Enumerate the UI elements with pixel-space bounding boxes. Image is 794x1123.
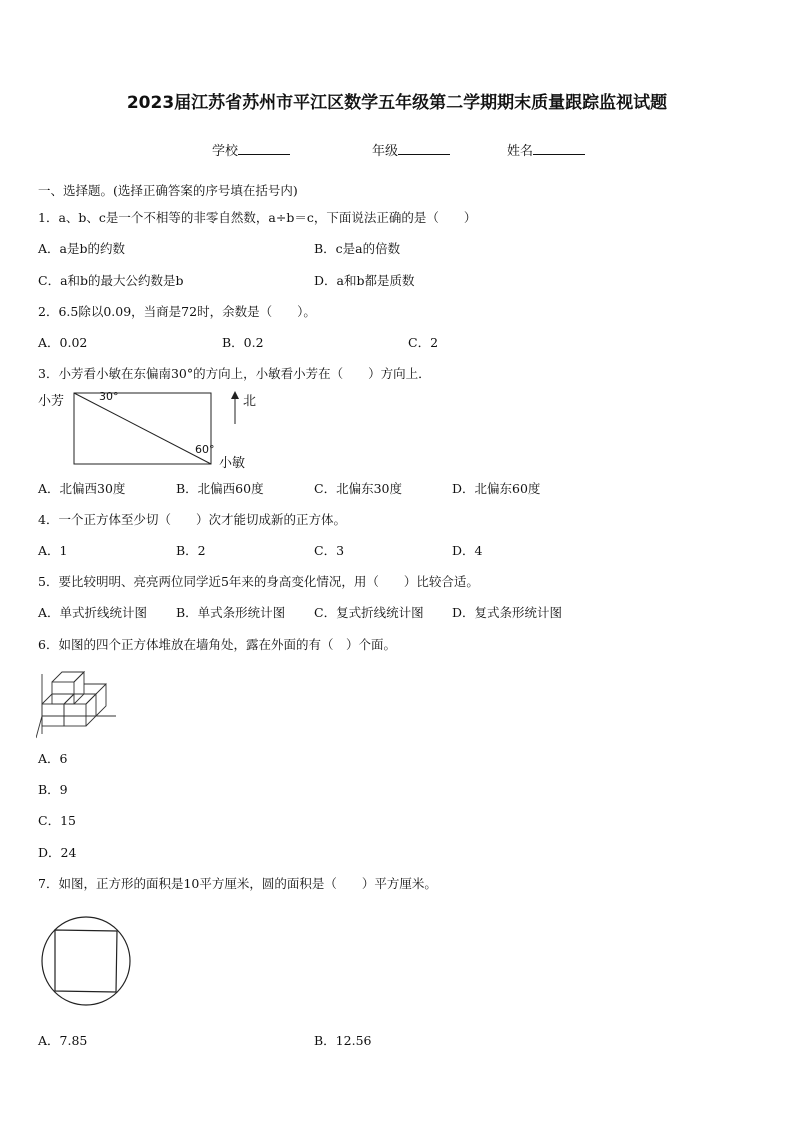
q1-option-d: D．a和b都是质数 — [314, 273, 415, 288]
q4-option-a: A．1 — [38, 543, 68, 558]
label-north: 北 — [243, 394, 257, 409]
cube-back — [96, 684, 106, 716]
q7-option-b: B．12.56 — [314, 1033, 372, 1048]
q3-stem: 3．小芳看小敏在东偏南30°的方向上，小敏看小芳在（ ）方向上． — [38, 366, 431, 381]
q1-option-b: B．c是a的倍数 — [314, 241, 401, 256]
q7-option-a: A．7.85 — [38, 1033, 88, 1048]
name-blank — [533, 142, 585, 155]
grade-field — [372, 140, 450, 159]
q6-option-b: B．9 — [38, 782, 68, 797]
school-label: 学校 — [212, 144, 239, 159]
q6-option-a: A．6 — [38, 751, 68, 766]
cube-top — [52, 682, 74, 704]
q1-stem: 1．a、b、c是一个不相等的非零自然数，a÷b＝c，下面说法正确的是（ ） — [38, 210, 477, 225]
q3-diagonal — [74, 393, 211, 464]
school-field — [212, 140, 290, 159]
q5-option-c: C．复式折线统计图 — [314, 605, 424, 620]
q5-stem: 5．要比较明明、亮亮两位同学近5年来的身高变化情况，用（ ）比较合适。 — [38, 574, 479, 589]
name-label: 姓名 — [507, 144, 534, 159]
cube-bottom-middle-side — [86, 694, 96, 726]
q3-option-b: B．北偏西60度 — [176, 481, 264, 496]
north-arrow-head — [231, 391, 239, 399]
q7-stem: 7．如图，正方形的面积是10平方厘米，圆的面积是（ ）平方厘米。 — [38, 876, 437, 891]
q2-option-b: B．0.2 — [222, 335, 264, 350]
q4-option-d: D．4 — [452, 543, 483, 558]
q1-option-c: C．a和b的最大公约数是b — [38, 273, 184, 288]
school-blank — [238, 142, 290, 155]
q4-option-c: C．3 — [314, 543, 345, 558]
q6-option-d: D．24 — [38, 845, 77, 860]
q4-option-b: B．2 — [176, 543, 206, 558]
q7-square — [55, 930, 117, 992]
label-xiaomin: 小敏 — [219, 456, 246, 471]
q7-circle-square-figure — [40, 915, 132, 1007]
section-heading: 一、选择题。(选择正确答案的序号填在括号内) — [38, 183, 298, 198]
q6-cubes-figure — [36, 664, 120, 740]
grade-blank — [398, 142, 450, 155]
page-title: 2023届江苏省苏州市平江区数学五年级第二学期期末质量跟踪监视试题 — [126, 93, 668, 113]
q3-option-a: A．北偏西30度 — [38, 481, 126, 496]
wall-line-diagonal — [36, 716, 42, 738]
cube-bottom-left — [42, 704, 64, 726]
q4-stem: 4．一个正方体至少切（ ）次才能切成新的正方体。 — [38, 512, 346, 527]
q5-option-b: B．单式条形统计图 — [176, 605, 286, 620]
q1-option-a: A．a是b的约数 — [38, 241, 125, 256]
q6-stem: 6．如图的四个正方体堆放在墙角处，露在外面的有（ ）个面。 — [38, 637, 396, 652]
q2-option-c: C．2 — [408, 335, 439, 350]
q7-figure-svg — [40, 915, 132, 1007]
q6-figure-svg — [36, 664, 120, 740]
q5-option-d: D．复式条形统计图 — [452, 605, 563, 620]
label-angle-30: 30° — [99, 390, 119, 403]
q3-option-d: D．北偏东60度 — [452, 481, 541, 496]
q3-direction-figure — [36, 388, 266, 472]
q5-option-a: A．单式折线统计图 — [38, 605, 148, 620]
cube-top-side — [74, 672, 84, 704]
name-field — [507, 140, 585, 159]
q2-option-a: A．0.02 — [38, 335, 88, 350]
q3-option-c: C．北偏东30度 — [314, 481, 402, 496]
grade-label: 年级 — [372, 144, 399, 159]
q2-stem: 2．6.5除以0.09，当商是72时，余数是（ ）。 — [38, 304, 316, 319]
q6-option-c: C．15 — [38, 813, 76, 828]
label-xiaofang: 小芳 — [38, 394, 65, 409]
cube-bottom-middle — [64, 704, 86, 726]
label-angle-60: 60° — [195, 443, 215, 456]
